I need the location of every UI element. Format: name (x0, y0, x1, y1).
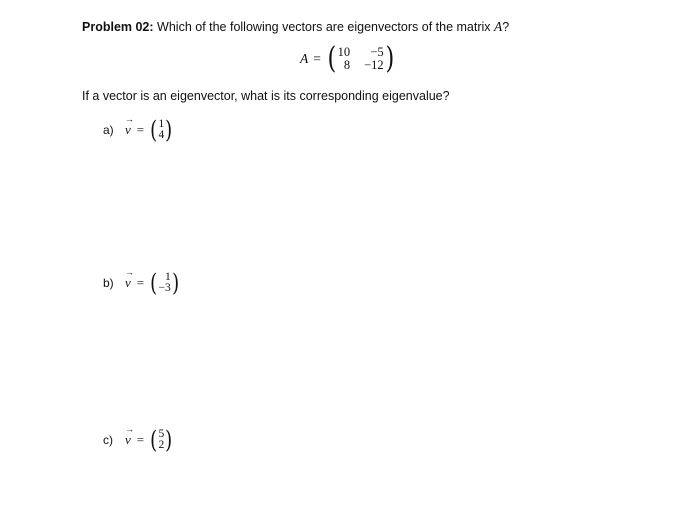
vector-arrow-icon: → (125, 424, 134, 434)
part-c (103, 424, 174, 454)
vector-component: 4 (158, 129, 165, 141)
vector-component: 1 (165, 271, 171, 283)
vector-component: 1 (158, 118, 165, 130)
matrix-equation (300, 41, 395, 76)
right-paren-icon: ) (165, 116, 173, 144)
vector-equals: = (136, 275, 145, 290)
vector-equals: = (136, 432, 145, 447)
matrix-entry-12: −5 (370, 45, 384, 59)
part-label: a) (103, 123, 114, 137)
vector-arrow-icon: → (125, 267, 134, 277)
part-a (103, 114, 174, 144)
left-paren-icon: ( (150, 116, 158, 144)
matrix-entries (338, 46, 384, 72)
right-paren-icon: ) (385, 41, 394, 76)
part-label: b) (103, 276, 114, 290)
problem-end-punct: ? (502, 20, 510, 34)
matrix-entry-22: −12 (364, 58, 384, 72)
left-paren-icon: ( (150, 426, 158, 454)
left-paren-icon: ( (150, 269, 158, 297)
matrix-name: A (300, 51, 309, 66)
vector-name: v → (125, 267, 134, 290)
part-b (103, 267, 180, 297)
question-text: If a vector is an eigenvector, what is its corresponding eigenvalue? (82, 89, 450, 103)
vector-name: v → (125, 114, 134, 137)
vector-arrow-icon: → (125, 114, 134, 124)
vector-component: 2 (158, 439, 165, 451)
right-paren-icon: ) (171, 269, 179, 297)
column-vector (159, 272, 171, 294)
problem-label: Problem 02: (82, 20, 154, 34)
matrix-entry-11: 10 (337, 45, 351, 59)
problem-text: Which of the following vectors are eigenvectors of the matrix (153, 20, 494, 34)
vector-component: 5 (158, 428, 165, 440)
part-label: c) (103, 433, 113, 447)
matrix-symbol-inline: A (494, 19, 503, 34)
vector-equals: = (136, 122, 145, 137)
vector-name: v → (125, 424, 134, 447)
problem-statement (82, 19, 509, 35)
right-paren-icon: ) (165, 426, 173, 454)
matrix-entry-21: 8 (343, 58, 351, 72)
left-paren-icon: ( (327, 41, 337, 76)
vector-component: −3 (158, 282, 171, 294)
matrix-equals: = (313, 51, 321, 66)
column-vector (159, 429, 165, 451)
column-vector (159, 119, 165, 141)
